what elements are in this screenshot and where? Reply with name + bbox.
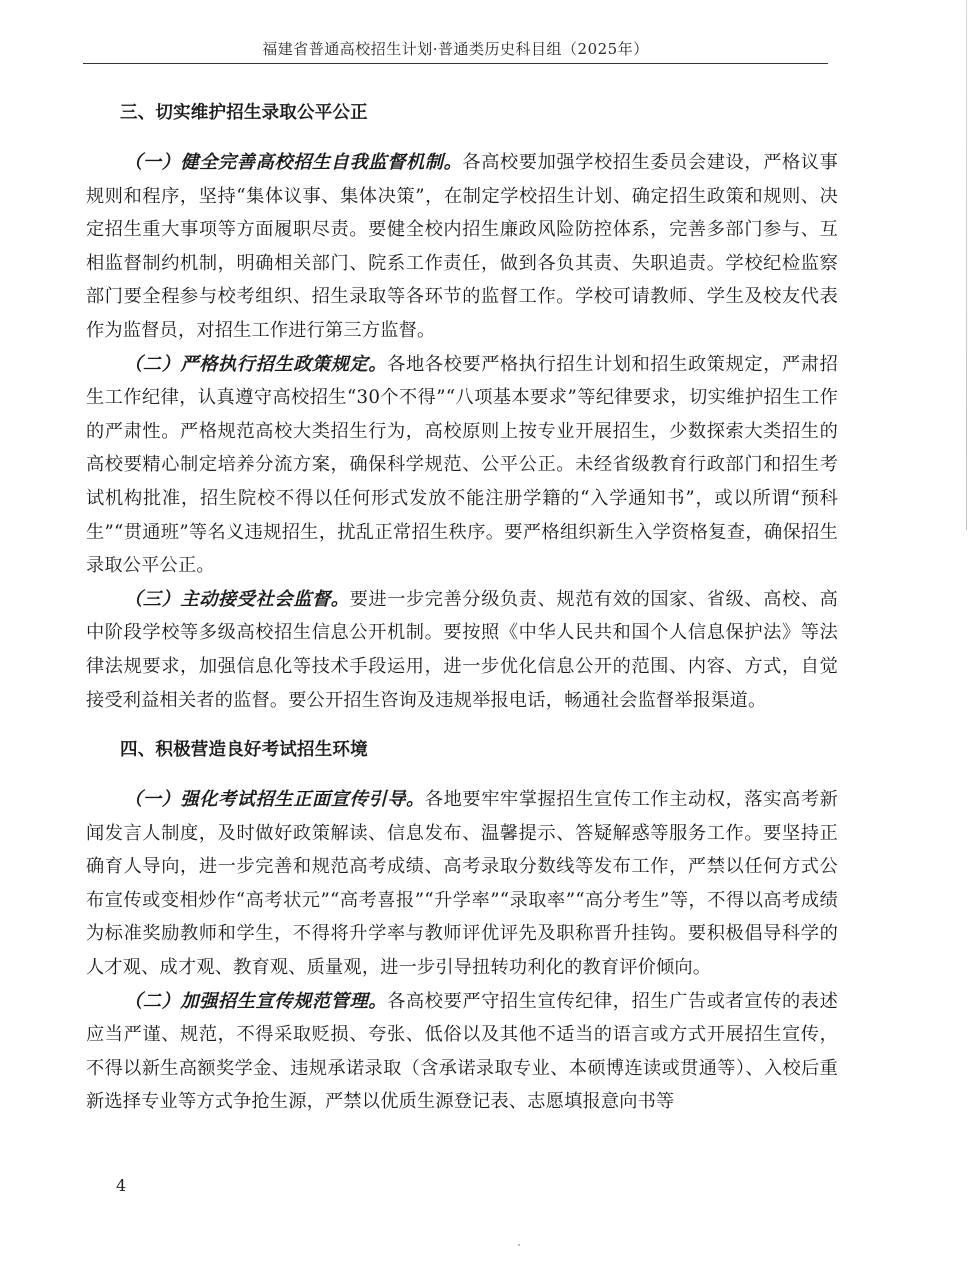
paragraph-3-2	[86, 348, 838, 583]
header-rule	[83, 63, 828, 64]
section-heading-4: 四、积极营造良好考试招生环境	[120, 740, 368, 761]
paragraph-text-4-2: 各高校要严守招生宣传纪律，招生广告或者宣传的表述应当严谨、规范，不得采取贬损、夸张、低俗以及其他不适当的语言或方式开展招生宣传，不得以新生高额奖学金、违规承诺录取（含承诺录取专业、本硕博连读或贯通等）、入校后重新选择专业等方式争抢生源，严禁以优质生源登记表、志愿填报意向书等	[86, 990, 838, 1113]
paragraph-text-4-1: 各地要牢牢掌握招生宣传工作主动权，落实高考新闻发言人制度，及时做好政策解读、信息发布、温馨提示、答疑解惑等服务工作。要坚持正确育人导向，进一步完善和规范高考成绩、高考录取分数线等发布工作，严禁以任何方式公布宣传或变相炒作“高考状元”“高考喜报”“升学率”“录取率”“高分考生”等，不得以高考成绩为标准奖励教师和学生，不得将升学率与教师评优评先及职称晋升挂钩。要积极倡导科学的人才观、成才观、教育观、质量观，进一步引导扭转功利化的教育评价倾向。	[86, 789, 839, 979]
subheading-3-2: （二）严格执行招生政策规定。	[124, 353, 388, 375]
paragraph-text-3-1: 各高校要加强学校招生委员会建设，严格议事规则和程序，坚持“集体议事、集体决策”，在制定学校招生计划、确定招生政策和规则、决定招生重大事项等方面履职尽责。要健全校内招生廉政风险防控体系，完善多部门参与、互相监督制约机制，明确相关部门、院系工作责任，做到各负其责、失职追责。学校纪检监察部门要全程参与校考组织、招生录取等各环节的监督工作。学校可请教师、学生及校友代表作为监督员，对招生工作进行第三方监督。	[86, 152, 838, 341]
page-edge-line	[966, 0, 967, 530]
paragraph-4-2	[86, 985, 838, 1119]
scan-speck	[518, 1244, 520, 1246]
section-heading-3: 三、切实维护招生录取公平公正	[120, 103, 368, 123]
subheading-3-1: （一）健全完善高校招生自我监督机制。	[124, 152, 463, 173]
paragraph-4-1	[86, 783, 838, 985]
subheading-3-3: （三）主动接受社会监督。	[124, 588, 350, 610]
running-header: 福建省普通高校招生计划·普通类历史科目组（2025年）	[262, 40, 649, 58]
paragraph-3-3	[86, 583, 838, 717]
paragraph-text-3-3: 要进一步完善分级负责、规范有效的国家、省级、高校、高中阶段学校等多级高校招生信息公开机制。要按照《中华人民共和国个人信息保护法》等法律法规要求，加强信息化等技术手段运用，进一步优化信息公开的范围、内容、方式，自觉接受利益相关者的监督。要公开招生咨询及违规举报电话，畅通社会监督举报渠道。	[86, 588, 838, 711]
paragraph-text-3-2: 各地各校要严格执行招生计划和招生政策规定，严肃招生工作纪律，认真遵守高校招生“30个不得”“八项基本要求”等纪律要求，切实维护招生工作的严肃性。严格规范高校大类招生行为，高校原则上按专业开展招生，少数探索大类招生的高校要精心制定培养分流方案，确保科学规范、公平公正。未经省级教育行政部门和招生考试机构批准，招生院校不得以任何形式发放不能注册学籍的“入学通知书”，或以所谓“预科生”“贯通班”等名义违规招生，扰乱正常招生秩序。要严格组织新生入学资格复查，确保招生录取公平公正。	[86, 353, 838, 577]
subheading-4-1: （一）强化考试招生正面宣传引导。	[124, 789, 425, 811]
page-number: 4	[116, 1176, 127, 1195]
subheading-4-2: （二）加强招生宣传规范管理。	[124, 990, 388, 1012]
paragraph-3-1	[86, 146, 838, 348]
document-body	[86, 98, 838, 1119]
